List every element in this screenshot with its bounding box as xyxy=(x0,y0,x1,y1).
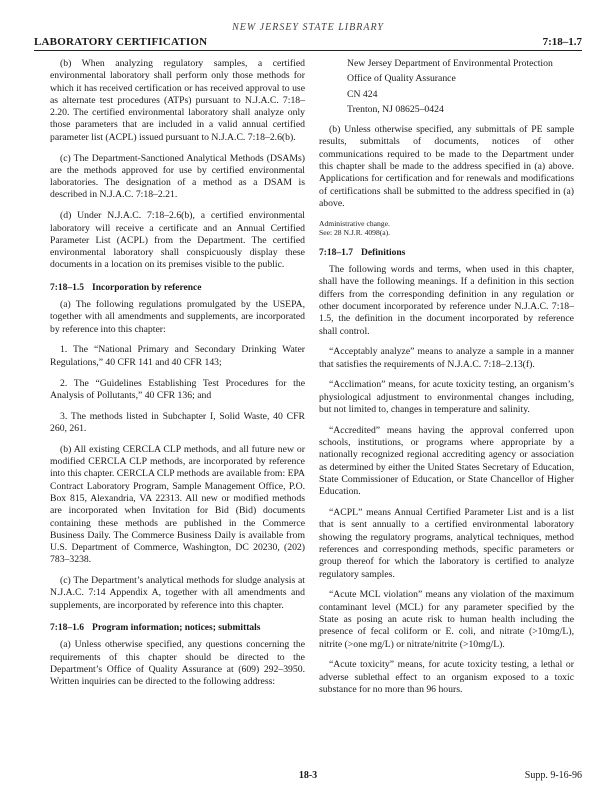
page-number: 18-3 xyxy=(298,770,318,781)
definition: “Acceptably analyze” means to analyze a sample in a manner that satisfies the requirements of N.J.A.C. 7:18–2.13(f). xyxy=(319,346,574,370)
address-line: Trenton, NJ 08625–0424 xyxy=(347,103,444,115)
page-footer xyxy=(34,770,582,784)
paragraph-a: (a) Unless otherwise specified, any questions concerning the requirements of this chapter should be directed to the Department’s Office of Quality Assurance at (609) 292–3950. Written inquiries can be directed to the following address: xyxy=(50,639,305,688)
paragraph-d: (d) Under N.J.A.C. 7:18–2.6(b), a certified environmental laboratory will receive a certificate and an Annual Certified Parameter List (ACPL) from the Department. The certified environmental laboratory shall conspicuously display these documents in a location on its premises visible to the public. xyxy=(50,210,305,271)
list-item: 2. The “Guidelines Establishing Test Procedures for the Analysis of Pollutants,” 40 CFR 136; and xyxy=(50,377,305,401)
section-heading-1-7 xyxy=(319,247,574,259)
address-line: New Jersey Department of Environmental Protection xyxy=(347,58,553,69)
running-header xyxy=(34,36,582,50)
section-title: Program information; notices; submittals xyxy=(92,623,261,634)
section-number: 7:18–1.6 xyxy=(50,623,85,634)
paragraph-b: (b) When analyzing regulatory samples, a certified environmental laboratory shall perform only those methods for which it has received certification or has received approval to use as alternate test procedures (ATPs) pursuant to N.J.A.C. 7:18–2.20. The certified environmental laboratory shall analyze only those parameters that are included in a valid annual certified parameter list (ACPL) issued pursuant to N.J.A.C. 7:18–2.6(b). xyxy=(50,58,305,143)
administrative-note xyxy=(319,219,574,237)
mailing-address xyxy=(347,58,574,116)
definition: “Acute toxicity” means, for acute toxicity testing, a lethal or adverse sublethal effect to an organism exposed to a toxic substance for no more than 96 hours. xyxy=(319,659,574,695)
paragraph-c: (c) The Department’s analytical methods for sludge analysis at N.J.A.C. 7:14 Appendix A, together with all amendments and supplements, are incorporated by reference into this chapter. xyxy=(50,575,305,611)
paragraph-a: (a) The following regulations promulgated by the USEPA, together with all amendments and supplements, are incorporated by reference into this chapter: xyxy=(50,299,305,335)
section-heading-1-5 xyxy=(50,282,305,294)
section-title: Incorporation by reference xyxy=(92,282,202,293)
supplement-date: Supp. 9-16-96 xyxy=(524,770,582,781)
right-column xyxy=(319,58,574,705)
section-heading-1-6 xyxy=(50,622,305,634)
header-rule xyxy=(34,50,582,51)
section-number: 7:18–1.7 xyxy=(319,247,354,258)
address-line: Office of Quality Assurance xyxy=(347,73,456,85)
definition: “Acclimation” means, for acute toxicity testing, an organism’s physiological adjustment to environmental changes including, but not limited to, changes in temperature and salinity. xyxy=(319,379,574,416)
address-line: CN 424 xyxy=(347,88,378,100)
paragraph-c: (c) The Department-Sanctioned Analytical Methods (DSAMs) are the methods approved for use by certified environmental laboratories. The designation of a method as a DSAM is described in N.J.A.C. 7:18–2.21. xyxy=(50,152,305,201)
definition: “Acute MCL violation” means any violation of the maximum contaminant level (MCL) for any parameter specified by the State as posing an acute risk to human health including the presence of fecal coliform or E. coli, and nitrate (>10mg/L), nitrite (>one mg/L) or nitrate/nitrite (>10mg/L). xyxy=(319,589,574,650)
section-number: 7:18–1.5 xyxy=(50,282,85,293)
definition: “ACPL” means Annual Certified Parameter List and is a list that is sent annually to a certified environmental laboratory showing the regulatory programs, analytical techniques, method references and corresponding methods, specific parameters or group thereof for which the laboratory is certified to analyze regulatory samples. xyxy=(319,507,574,580)
admin-note-line: See: 28 N.J.R. 4098(a). xyxy=(319,227,391,237)
list-item: 1. The “National Primary and Secondary Drinking Water Regulations,” 40 CFR 141 and 40 CFR 143; xyxy=(50,344,305,368)
library-stamp: NEW JERSEY STATE LIBRARY xyxy=(232,22,384,33)
left-column xyxy=(50,58,305,697)
list-item: 3. The methods listed in Subchapter I, Solid Waste, 40 CFR 260, 261. xyxy=(50,410,305,434)
definitions-intro: The following words and terms, when used in this chapter, shall have the following meanings. If a definition in this section differs from the corresponding definition in any regulation or other document incorporated by reference under N.J.A.C. 7:18–1.5, the definition in the document incorporated by reference shall control. xyxy=(319,264,574,337)
chapter-title: LABORATORY CERTIFICATION xyxy=(34,36,208,48)
section-title: Definitions xyxy=(361,247,406,258)
admin-note-line: Administrative change. xyxy=(319,218,390,228)
paragraph-b: (b) All existing CERCLA CLP methods, and all future new or modified CERCLA CLP methods, are incorporated by reference into this chapter. CERCLA CLP methods are available from: EPA Contract Laboratory Program, Sample Management Office, P.O. Box 815, Alexandria, VA 22313. All new or modified methods are incorporated when Invitation for Bid (Bid) documents containing these methods are published in the Commerce Business Daily. The Commerce Business Daily is available from U.S. Department of Commerce, Washington, DC 20230, (202) 783–3238. xyxy=(50,443,305,566)
section-code: 7:18–1.7 xyxy=(542,36,582,48)
definition: “Accredited” means having the approval conferred upon schools, institutions, or programs where appropriate by a nationally recognized regional accrediting agency or association as determined by either the United States Secretary of Education, State Commissioner of Education, or State Chancellor of Higher Education. xyxy=(319,424,574,498)
paragraph-b: (b) Unless otherwise specified, any submittals of PE sample results, submittals of documents, notices of other communications required to be made to the Department under this chapter shall be made to the address specified in (a) above. Applications for certification and for renewals and modifications of certifications shall be submitted to the address specified in (a) above. xyxy=(319,124,574,209)
